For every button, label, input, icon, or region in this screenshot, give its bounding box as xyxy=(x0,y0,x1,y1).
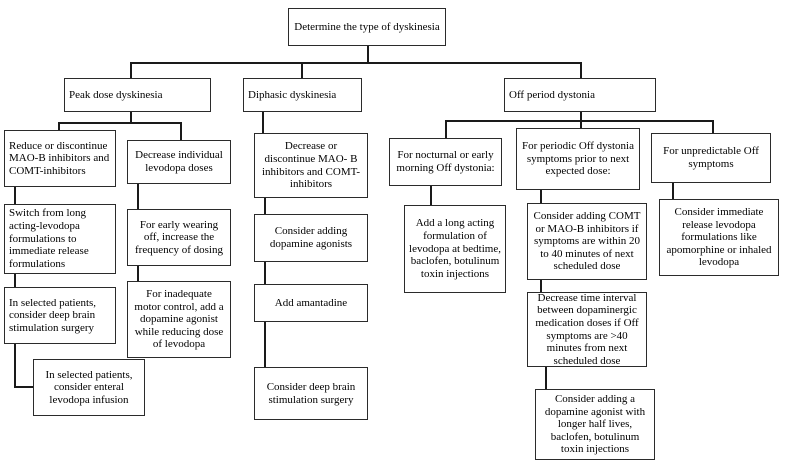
connector-line xyxy=(264,322,266,367)
node-off-period-dystonia: Off period dystonia xyxy=(504,78,656,112)
connector-line xyxy=(580,112,582,120)
connector-line xyxy=(580,120,582,128)
node-add-amantadine: Add amantadine xyxy=(254,284,368,322)
connector-line xyxy=(712,120,714,133)
connector-line xyxy=(130,112,132,122)
connector-line xyxy=(264,198,266,214)
connector-line xyxy=(137,184,139,209)
node-long-acting-bedtime: Add a long acting formulation of levodopa at bedtime, baclofen, botulinum toxin injections xyxy=(404,205,506,293)
connector-line xyxy=(545,367,547,389)
connector-line xyxy=(14,187,16,204)
connector-line xyxy=(580,62,582,78)
node-unpredictable-off-symptoms: For unpredictable Off symptoms xyxy=(651,133,771,183)
connector-line xyxy=(301,62,303,78)
connector-line xyxy=(130,62,132,78)
node-switch-immediate-release: Switch from long acting-levodopa formulations to immediate release formulations xyxy=(4,204,116,274)
connector-line xyxy=(540,190,542,203)
node-immediate-release-apomorphine: Consider immediate release levodopa formulations like apomorphine or inhaled levodopa xyxy=(659,199,779,276)
connector-line xyxy=(262,112,264,133)
connector-line xyxy=(367,46,369,63)
node-consider-dopamine-agonists: Consider adding dopamine agonists xyxy=(254,214,368,262)
node-discontinue-mao-b-comt: Decrease or discontinue MAO- B inhibitors and COMT-inhibitors xyxy=(254,133,368,198)
node-diphasic-dyskinesia: Diphasic dyskinesia xyxy=(243,78,362,112)
connector-line xyxy=(180,122,182,140)
connector-line xyxy=(430,186,432,205)
node-consider-dbs-surgery: Consider deep brain stimulation surgery xyxy=(254,367,368,420)
connector-line xyxy=(137,266,139,281)
connector-line xyxy=(264,262,266,284)
node-nocturnal-off-dystonia: For nocturnal or early morning Off dystonia: xyxy=(389,138,502,186)
connector-line xyxy=(14,344,16,388)
node-reduce-mao-b-comt: Reduce or discontinue MAO-B inhibitors and COMT-inhibitors xyxy=(4,130,116,187)
node-agonist-longer-half-life: Consider adding a dopamine agonist with longer half lives, baclofen, botulinum toxin injections xyxy=(535,389,655,460)
connector-line xyxy=(14,386,34,388)
node-comt-maob-20-40-min: Consider adding COMT or MAO-B inhibitors if symptoms are within 20 to 40 minutes of next scheduled dose xyxy=(527,203,647,280)
node-determine-type: Determine the type of dyskinesia xyxy=(288,8,446,46)
connector-line xyxy=(58,122,60,130)
connector-line xyxy=(445,120,447,138)
connector-line xyxy=(540,280,542,292)
node-deep-brain-stimulation: In selected patients, consider deep brain stimulation surgery xyxy=(4,287,116,344)
node-increase-dosing-frequency: For early wearing off, increase the frequency of dosing xyxy=(127,209,231,266)
connector-line xyxy=(672,183,674,199)
node-enteral-levodopa-infusion: In selected patients, consider enteral levodopa infusion xyxy=(33,359,145,416)
node-peak-dose-dyskinesia: Peak dose dyskinesia xyxy=(64,78,211,112)
node-decrease-time-interval: Decrease time interval between dopaminergic medication doses if Off symptoms are >40 minutes from next scheduled dose xyxy=(527,292,647,367)
connector-line xyxy=(14,274,16,287)
node-periodic-off-dystonia: For periodic Off dystonia symptoms prior to next expected dose: xyxy=(516,128,640,190)
connector-line xyxy=(130,62,582,64)
connector-line xyxy=(58,122,182,124)
node-decrease-individual-doses: Decrease individual levodopa doses xyxy=(127,140,231,184)
node-add-agonist-reduce-levodopa: For inadequate motor control, add a dopamine agonist while reducing dose of levodopa xyxy=(127,281,231,358)
